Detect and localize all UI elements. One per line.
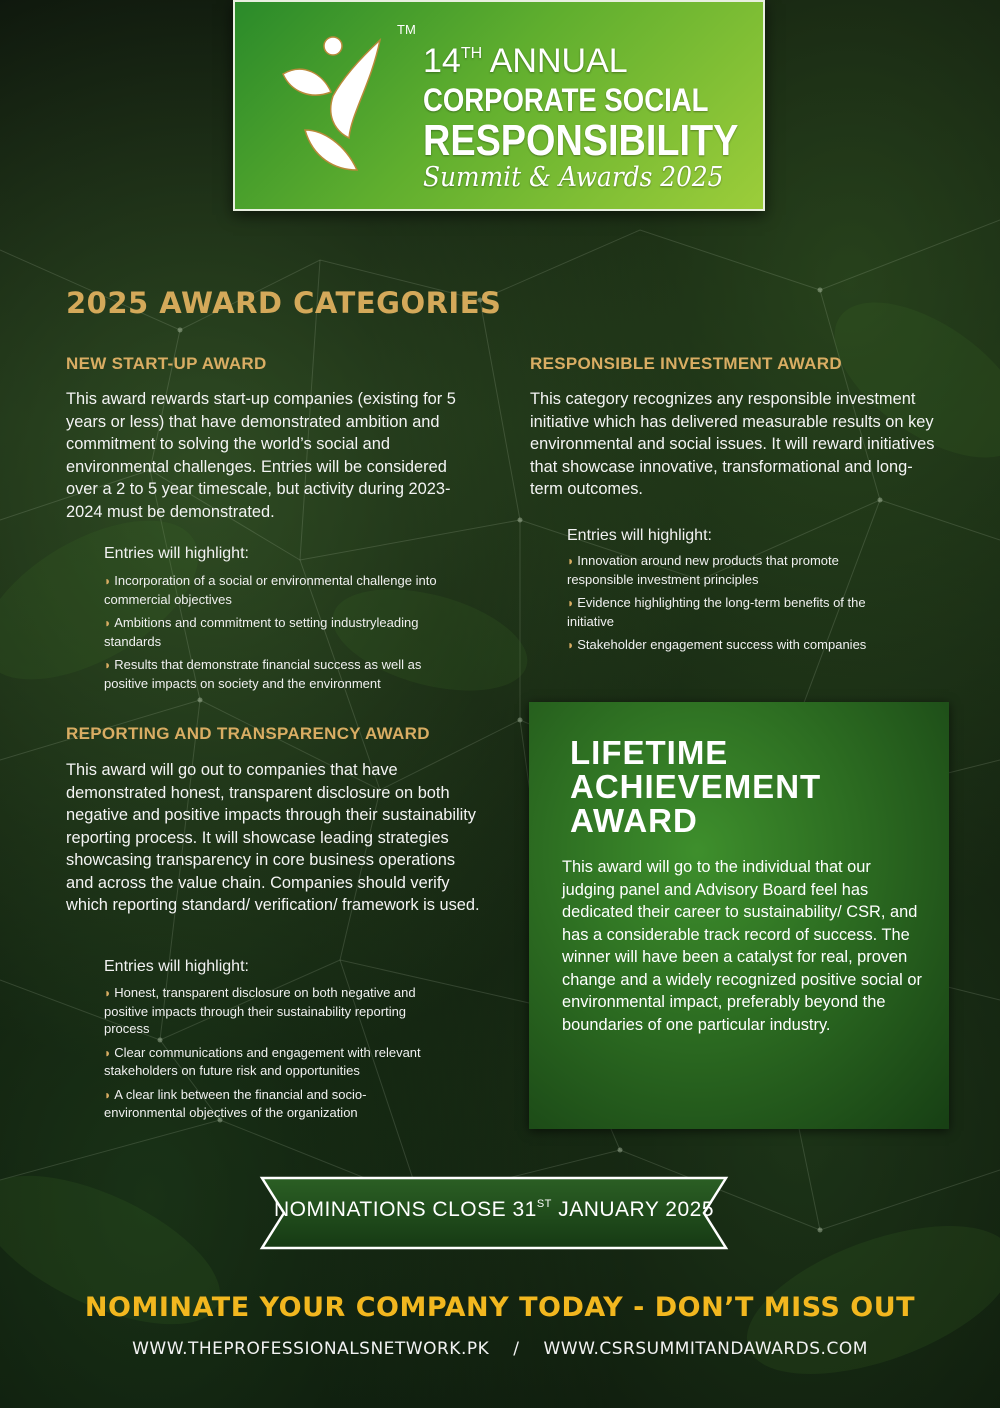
logo-line-summit-awards: Summit & Awards 2025: [423, 162, 724, 193]
bullet-icon: ◗: [104, 658, 112, 672]
leaf-figure-logo-icon: [275, 34, 385, 174]
bullet-icon: ◗: [104, 1087, 112, 1102]
csr-summit-link[interactable]: WWW.CSRSUMMITANDAWARDS.COM: [543, 1339, 868, 1359]
summit-logo: [233, 0, 765, 211]
investment-highlight-label: Entries will highlight:: [567, 527, 712, 544]
startup-award-title: NEW START-UP AWARD: [66, 354, 267, 373]
list-item: ◗ Evidence highlighting the long-term benefits of the initiative: [567, 595, 866, 629]
startup-bullet-list: [104, 572, 444, 698]
page-title: 2025 AWARD CATEGORIES: [66, 286, 502, 320]
lifetime-award-title: LIFETIME ACHIEVEMENT AWARD: [570, 734, 822, 839]
trademark-label: TM: [397, 22, 416, 37]
reporting-award-description: This award will go out to companies that have demonstrated honest, transparent disclosure on both negative and positive impacts through their sustainability reporting process. It will showcase leading strategies showcasing transparency in core business operations and across the value chain. Companies should verify which reporting standard/ verification/ framework is used.: [66, 761, 480, 914]
reporting-bullet-list: [104, 984, 444, 1128]
bullet-icon: ◗: [104, 574, 112, 588]
bullet-icon: ◗: [567, 554, 575, 568]
bullet-icon: ◗: [567, 596, 575, 610]
lifetime-award-description: This award will go to the individual that our judging panel and Advisory Board feel has dedicated their career to sustainability/ CSR, and has a considerable track record of success. The winner will have been a catalyst for real, proven change and a widely recognized positive social or environmental impact, preferably beyond the boundaries of one particular industry.: [562, 858, 922, 1034]
list-item: ◗ Honest, transparent disclosure on both negative and positive impacts through their sustainability reporting process: [104, 985, 416, 1036]
list-item: ◗ Innovation around new products that promote responsible investment principles: [567, 553, 839, 587]
bullet-icon: ◗: [104, 616, 112, 630]
startup-award-description: This award rewards start-up companies (existing for 5 years or less) that have demonstrated ambition and commitment to solving the world’s social and environmental challenges. Entries will be considered over a 2 to 5 year timescale, but activity during 2023-2024 must be demonstrated.: [66, 390, 456, 521]
list-item: ◗ Clear communications and engagement with relevant stakeholders on future risk and opportunities: [104, 1044, 421, 1078]
list-item: ◗ A clear link between the financial and socio-environmental objectives of the organization: [104, 1086, 367, 1120]
reporting-highlight-label: Entries will highlight:: [104, 958, 249, 975]
professionals-network-link[interactable]: WWW.THEPROFESSIONALSNETWORK.PK: [132, 1339, 490, 1359]
investment-award-title: RESPONSIBLE INVESTMENT AWARD: [530, 354, 842, 373]
startup-highlight-label: Entries will highlight:: [104, 545, 249, 562]
bullet-icon: ◗: [104, 1045, 112, 1060]
nominations-deadline: NOMINATIONS CLOSE 31ST JANUARY 2025: [273, 1198, 715, 1221]
nominate-cta: NOMINATE YOUR COMPANY TODAY - DON’T MISS OUT: [84, 1292, 916, 1323]
investment-award-description: This category recognizes any responsible investment initiative which has delivered measurable results on key environmental and social issues. It will reward initiatives that showcase innovative, transformational and long-term outcomes.: [530, 390, 935, 498]
link-separator: /: [513, 1339, 520, 1359]
list-item: ◗ Ambitions and commitment to setting industryleading standards: [104, 615, 419, 649]
list-item: ◗ Incorporation of a social or environmental challenge into commercial objectives: [104, 573, 437, 607]
reporting-award-title: REPORTING AND TRANSPARENCY AWARD: [66, 724, 430, 743]
logo-line-responsibility: RESPONSIBILITY: [423, 116, 739, 165]
list-item: ◗ Results that demonstrate financial success as well as positive impacts on society and the environment: [104, 657, 422, 691]
logo-line-annual: 14TH ANNUAL: [423, 42, 628, 80]
website-links: [0, 1339, 1000, 1359]
bullet-icon: ◗: [104, 986, 112, 1000]
bullet-icon: ◗: [567, 638, 575, 652]
list-item: ◗ Stakeholder engagement success with companies: [567, 637, 867, 652]
lifetime-award-panel: [529, 702, 949, 1129]
logo-line-corporate-social: CORPORATE SOCIAL: [423, 82, 709, 118]
investment-bullet-list: [567, 552, 907, 661]
